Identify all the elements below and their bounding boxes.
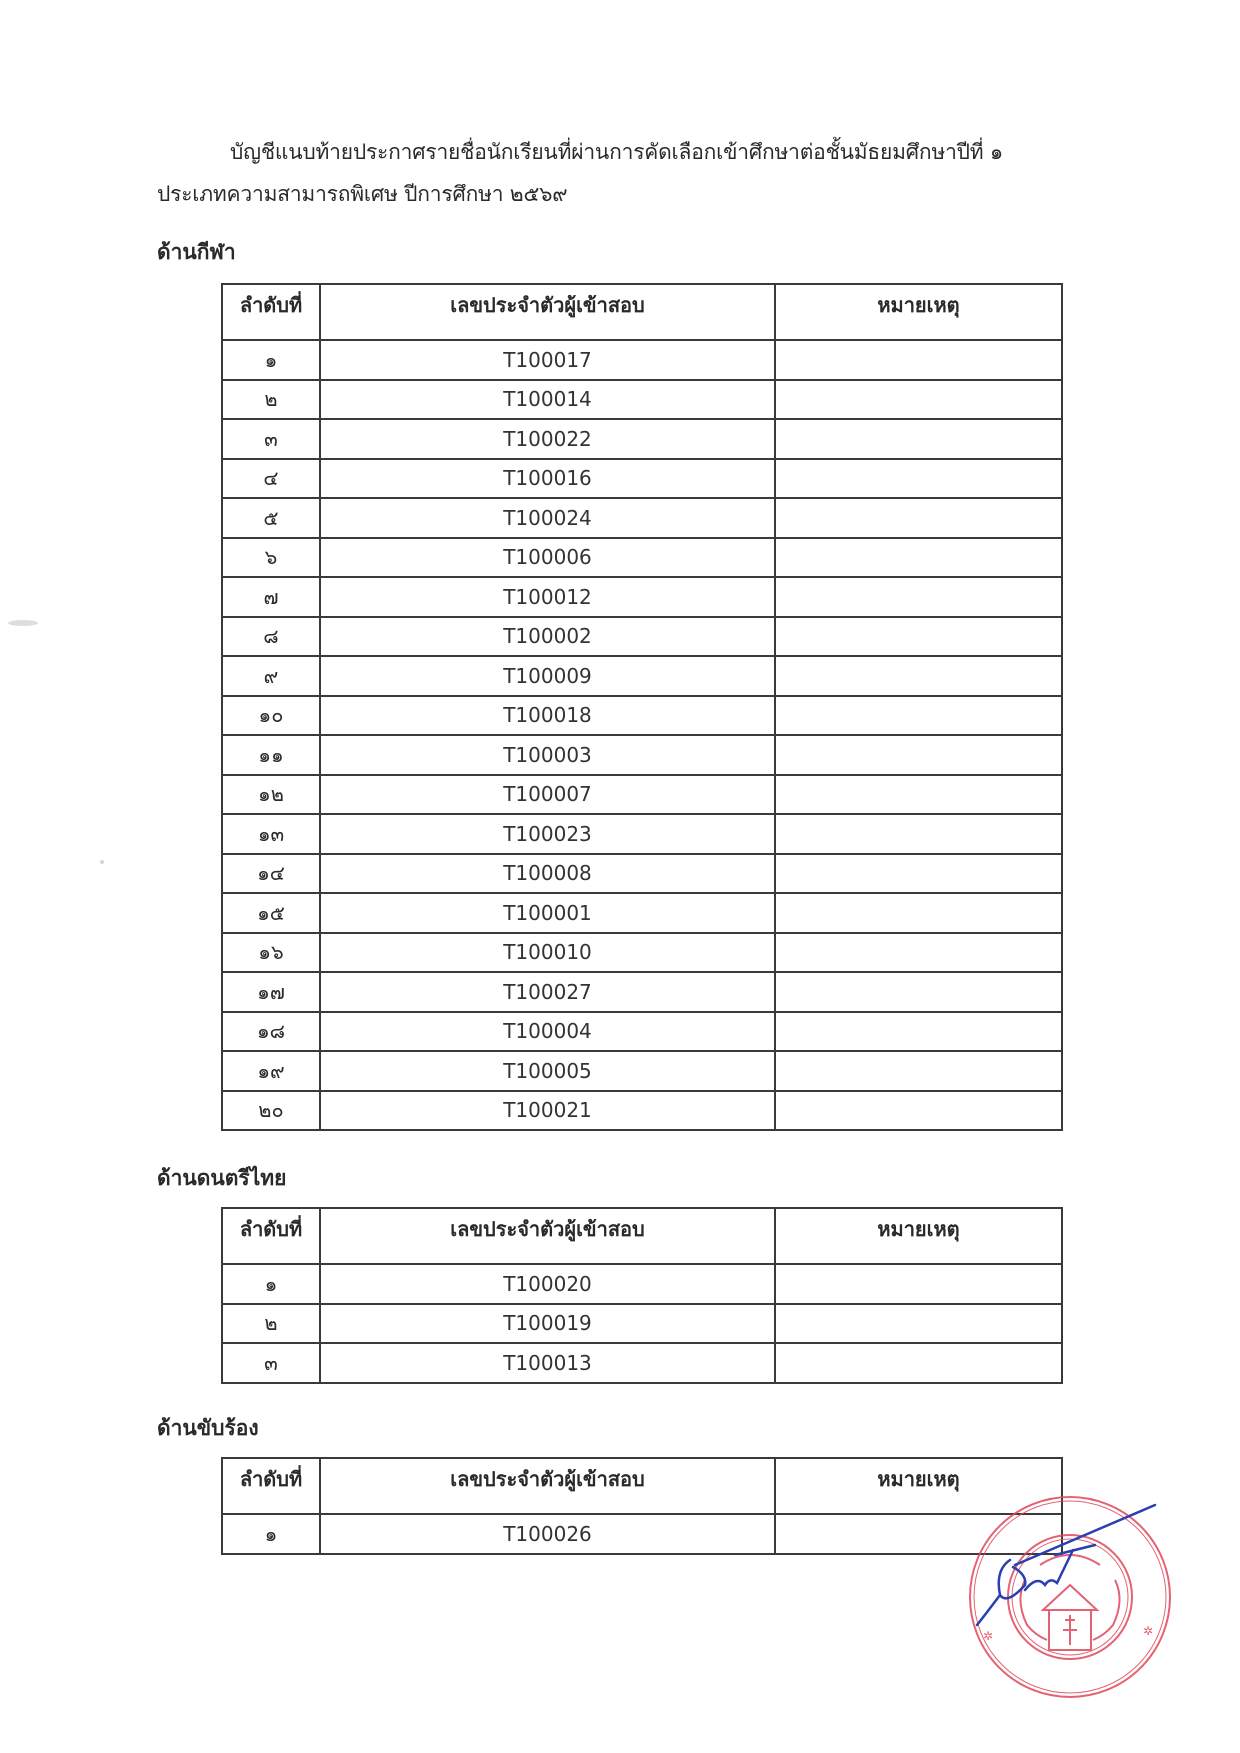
- row-order: ๒: [222, 380, 320, 420]
- row-candidate-id: T100019: [320, 1304, 775, 1344]
- row-candidate-id: T100023: [320, 814, 775, 854]
- table-row: [222, 854, 1062, 894]
- table-row: [222, 1343, 1062, 1383]
- table-row: [222, 340, 1062, 380]
- row-remark: [775, 498, 1062, 538]
- row-order: ๔: [222, 459, 320, 499]
- scan-speck: [8, 620, 38, 626]
- row-order: ๑๗: [222, 972, 320, 1012]
- column-header-id: เลขประจำตัวผู้เข้าสอบ: [320, 1208, 775, 1264]
- row-remark: [775, 340, 1062, 380]
- row-order: ๑๔: [222, 854, 320, 894]
- table-row: [222, 1051, 1062, 1091]
- column-header-order: ลำดับที่: [222, 1458, 320, 1514]
- table-sports: [221, 283, 1063, 1131]
- row-remark: [775, 656, 1062, 696]
- row-candidate-id: T100009: [320, 656, 775, 696]
- table-row: [222, 1264, 1062, 1304]
- row-order: ๑๙: [222, 1051, 320, 1091]
- row-candidate-id: T100027: [320, 972, 775, 1012]
- row-candidate-id: T100010: [320, 933, 775, 973]
- row-order: ๕: [222, 498, 320, 538]
- scan-speck: [100, 860, 104, 864]
- row-order: ๑๖: [222, 933, 320, 973]
- table-body: [222, 340, 1062, 1130]
- row-candidate-id: T100007: [320, 775, 775, 815]
- table-row: [222, 1091, 1062, 1131]
- row-remark: [775, 1343, 1062, 1383]
- row-order: ๑๕: [222, 893, 320, 933]
- row-order: ๖: [222, 538, 320, 578]
- row-order: ๘: [222, 617, 320, 657]
- row-order: ๑๐: [222, 696, 320, 736]
- table-row: [222, 696, 1062, 736]
- row-order: ๓: [222, 419, 320, 459]
- row-remark: [775, 380, 1062, 420]
- row-candidate-id: T100021: [320, 1091, 775, 1131]
- table-row: [222, 775, 1062, 815]
- column-header-remark: หมายเหตุ: [775, 1458, 1062, 1514]
- row-order: ๑: [222, 1264, 320, 1304]
- row-remark: [775, 1091, 1062, 1131]
- table-row: [222, 1514, 1062, 1554]
- table-thai-music: [221, 1207, 1063, 1384]
- table-row: [222, 419, 1062, 459]
- row-candidate-id: T100022: [320, 419, 775, 459]
- row-remark: [775, 419, 1062, 459]
- row-remark: [775, 814, 1062, 854]
- row-candidate-id: T100017: [320, 340, 775, 380]
- row-remark: [775, 538, 1062, 578]
- section-title-sports: ด้านกีฬา: [157, 240, 236, 264]
- row-remark: [775, 696, 1062, 736]
- row-remark: [775, 459, 1062, 499]
- table-row: [222, 459, 1062, 499]
- document-title-line2: ประเภทความสามารถพิเศษ ปีการศึกษา ๒๕๖๙: [157, 182, 568, 206]
- row-order: ๒๐: [222, 1091, 320, 1131]
- row-remark: [775, 617, 1062, 657]
- table-row: [222, 617, 1062, 657]
- row-order: ๑๑: [222, 735, 320, 775]
- row-remark: [775, 1304, 1062, 1344]
- seal-star-right: ✲: [1143, 1624, 1154, 1638]
- row-candidate-id: T100003: [320, 735, 775, 775]
- row-remark: [775, 854, 1062, 894]
- row-candidate-id: T100008: [320, 854, 775, 894]
- table-body: [222, 1514, 1062, 1554]
- row-remark: [775, 1051, 1062, 1091]
- table-row: [222, 1012, 1062, 1052]
- row-candidate-id: T100006: [320, 538, 775, 578]
- row-order: ๑๒: [222, 775, 320, 815]
- row-remark: [775, 1264, 1062, 1304]
- row-remark: [775, 775, 1062, 815]
- row-candidate-id: T100024: [320, 498, 775, 538]
- row-order: ๓: [222, 1343, 320, 1383]
- school-seal-stamp: [955, 1485, 1180, 1700]
- row-order: ๑: [222, 340, 320, 380]
- row-remark: [775, 972, 1062, 1012]
- table-row: [222, 933, 1062, 973]
- column-header-order: ลำดับที่: [222, 284, 320, 340]
- row-candidate-id: T100020: [320, 1264, 775, 1304]
- table-row: [222, 380, 1062, 420]
- row-candidate-id: T100002: [320, 617, 775, 657]
- table-row: [222, 656, 1062, 696]
- table-row: [222, 814, 1062, 854]
- row-candidate-id: T100014: [320, 380, 775, 420]
- row-candidate-id: T100018: [320, 696, 775, 736]
- row-remark: [775, 893, 1062, 933]
- seal-emblem-torch: [1063, 1615, 1077, 1645]
- row-candidate-id: T100013: [320, 1343, 775, 1383]
- seal-star-left: ✲: [983, 1629, 994, 1643]
- row-remark: [775, 735, 1062, 775]
- column-header-remark: หมายเหตุ: [775, 284, 1062, 340]
- row-order: ๒: [222, 1304, 320, 1344]
- row-remark: [775, 1012, 1062, 1052]
- table-row: [222, 1304, 1062, 1344]
- row-candidate-id: T100026: [320, 1514, 775, 1554]
- row-remark: [775, 577, 1062, 617]
- table-row: [222, 498, 1062, 538]
- row-order: ๑๘: [222, 1012, 320, 1052]
- table-header-row: [222, 1458, 1062, 1514]
- row-candidate-id: T100005: [320, 1051, 775, 1091]
- row-candidate-id: T100004: [320, 1012, 775, 1052]
- row-remark: [775, 933, 1062, 973]
- seal-emblem-roof: [1043, 1585, 1097, 1610]
- table-row: [222, 735, 1062, 775]
- section-title-thai-music: ด้านดนตรีไทย: [157, 1166, 287, 1190]
- table-header-row: [222, 1208, 1062, 1264]
- row-candidate-id: T100012: [320, 577, 775, 617]
- table-row: [222, 538, 1062, 578]
- row-candidate-id: T100001: [320, 893, 775, 933]
- row-order: ๑๓: [222, 814, 320, 854]
- column-header-id: เลขประจำตัวผู้เข้าสอบ: [320, 284, 775, 340]
- table-row: [222, 972, 1062, 1012]
- table-header-row: [222, 284, 1062, 340]
- column-header-order: ลำดับที่: [222, 1208, 320, 1264]
- table-body: [222, 1264, 1062, 1383]
- section-title-singing: ด้านขับร้อง: [157, 1416, 259, 1440]
- row-order: ๙: [222, 656, 320, 696]
- column-header-id: เลขประจำตัวผู้เข้าสอบ: [320, 1458, 775, 1514]
- column-header-remark: หมายเหตุ: [775, 1208, 1062, 1264]
- table-singing: [221, 1457, 1063, 1555]
- row-order: ๗: [222, 577, 320, 617]
- table-row: [222, 577, 1062, 617]
- row-candidate-id: T100016: [320, 459, 775, 499]
- document-title-line1: บัญชีแนบท้ายประกาศรายชื่อนักเรียนที่ผ่านการคัดเลือกเข้าศึกษาต่อชั้นมัธยมศึกษาปีที่ ๑: [230, 140, 1004, 164]
- table-row: [222, 893, 1062, 933]
- row-order: ๑: [222, 1514, 320, 1554]
